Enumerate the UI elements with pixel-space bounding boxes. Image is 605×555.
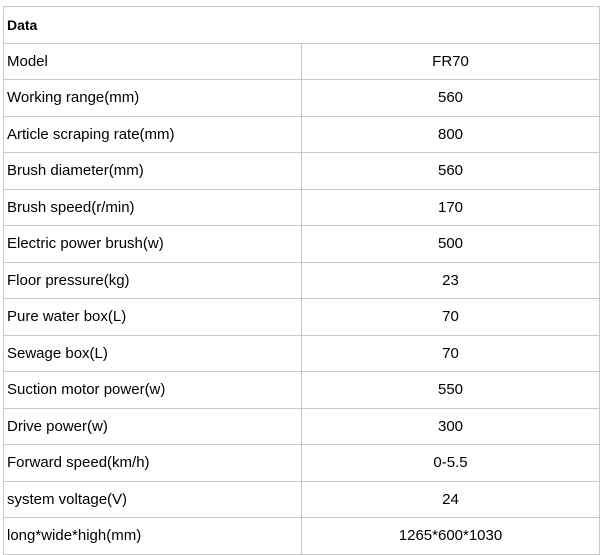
table-row bbox=[4, 43, 600, 80]
row-label: Electric power brush(w) bbox=[4, 226, 302, 263]
row-value: 550 bbox=[302, 372, 600, 409]
spec-table bbox=[3, 6, 600, 555]
row-label: Brush diameter(mm) bbox=[4, 153, 302, 190]
row-value: 500 bbox=[302, 226, 600, 263]
row-label: Brush speed(r/min) bbox=[4, 189, 302, 226]
table-row bbox=[4, 481, 600, 518]
table-row bbox=[4, 335, 600, 372]
row-value: 0-5.5 bbox=[302, 445, 600, 482]
row-value: 1265*600*1030 bbox=[302, 518, 600, 555]
row-value: 800 bbox=[302, 116, 600, 153]
row-label: Sewage box(L) bbox=[4, 335, 302, 372]
row-label: Suction motor power(w) bbox=[4, 372, 302, 409]
table-row bbox=[4, 189, 600, 226]
row-value: 560 bbox=[302, 80, 600, 117]
row-value: 560 bbox=[302, 153, 600, 190]
row-value: 170 bbox=[302, 189, 600, 226]
row-label: Working range(mm) bbox=[4, 80, 302, 117]
table-row bbox=[4, 445, 600, 482]
table-row bbox=[4, 408, 600, 445]
row-value: FR70 bbox=[302, 43, 600, 80]
row-label: Pure water box(L) bbox=[4, 299, 302, 336]
table-row bbox=[4, 518, 600, 555]
table-row bbox=[4, 116, 600, 153]
table-row bbox=[4, 153, 600, 190]
table-row bbox=[4, 372, 600, 409]
row-value: 23 bbox=[302, 262, 600, 299]
table-row bbox=[4, 299, 600, 336]
table-header: Data bbox=[4, 7, 600, 44]
row-label: system voltage(V) bbox=[4, 481, 302, 518]
row-value: 70 bbox=[302, 335, 600, 372]
table-row bbox=[4, 226, 600, 263]
table-header-row bbox=[4, 7, 600, 44]
row-label: Article scraping rate(mm) bbox=[4, 116, 302, 153]
row-value: 24 bbox=[302, 481, 600, 518]
row-value: 70 bbox=[302, 299, 600, 336]
table-row bbox=[4, 80, 600, 117]
spec-table-body bbox=[4, 7, 600, 555]
table-row bbox=[4, 262, 600, 299]
row-label: long*wide*high(mm) bbox=[4, 518, 302, 555]
row-label: Model bbox=[4, 43, 302, 80]
row-value: 300 bbox=[302, 408, 600, 445]
row-label: Drive power(w) bbox=[4, 408, 302, 445]
row-label: Forward speed(km/h) bbox=[4, 445, 302, 482]
row-label: Floor pressure(kg) bbox=[4, 262, 302, 299]
